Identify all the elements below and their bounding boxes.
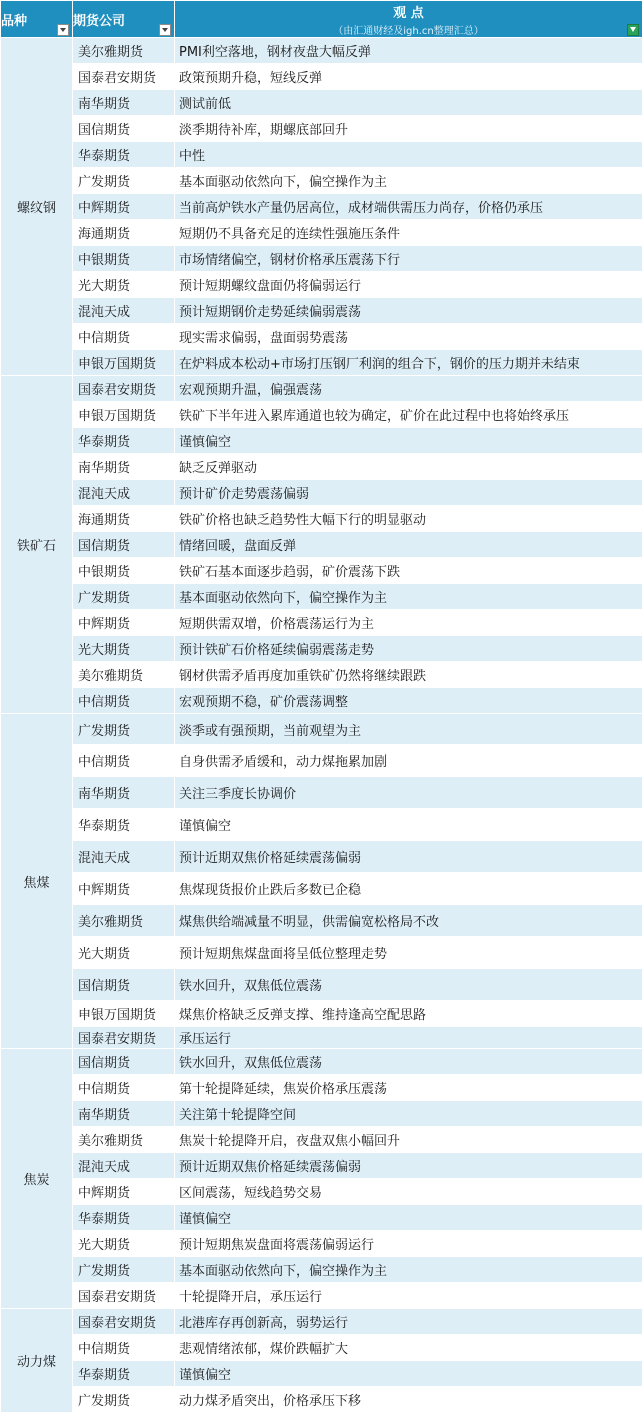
table-row — [1, 1179, 642, 1205]
table-row — [1, 1027, 642, 1049]
table-row — [1, 610, 642, 636]
opinion-cell[interactable]: 焦炭十轮提降开启，夜盘双焦小幅回升 — [175, 1127, 642, 1153]
header-opinion-subtitle: （由汇通财经及igh.cn整理汇总） — [333, 25, 484, 37]
category-cell[interactable]: 焦炭 — [1, 1049, 73, 1309]
opinion-cell[interactable]: 预计短期焦煤盘面将呈低位整理走势 — [175, 937, 642, 969]
company-cell[interactable]: 美尔雅期货 — [73, 905, 175, 937]
company-cell[interactable]: 混沌天成 — [73, 298, 175, 324]
table-row — [1, 90, 642, 116]
company-cell[interactable]: 光大期货 — [73, 1231, 175, 1257]
table-row — [1, 64, 642, 90]
company-cell[interactable]: 广发期货 — [73, 168, 175, 194]
company-cell[interactable]: 广发期货 — [73, 1257, 175, 1283]
opinion-cell[interactable]: 动力煤矛盾突出，价格承压下移 — [175, 1387, 642, 1413]
company-cell[interactable]: 光大期货 — [73, 636, 175, 662]
company-cell[interactable]: 国信期货 — [73, 969, 175, 1001]
opinion-cell[interactable]: 预计近期双焦价格延续震荡偏弱 — [175, 841, 642, 873]
company-cell[interactable]: 国泰君安期货 — [73, 1283, 175, 1309]
company-cell[interactable]: 广发期货 — [73, 584, 175, 610]
company-cell[interactable]: 华泰期货 — [73, 1205, 175, 1231]
opinion-cell[interactable]: 宏观预期升温，偏强震荡 — [175, 376, 642, 402]
company-cell[interactable]: 光大期货 — [73, 937, 175, 969]
table-row — [1, 142, 642, 168]
company-cell[interactable]: 混沌天成 — [73, 841, 175, 873]
dropdown-arrow-icon[interactable] — [159, 24, 171, 36]
table-row — [1, 777, 642, 809]
opinion-cell[interactable]: 谨慎偏空 — [175, 1361, 642, 1387]
table-row — [1, 116, 642, 142]
table-row — [1, 905, 642, 937]
table-row — [1, 272, 642, 298]
company-cell[interactable]: 广发期货 — [73, 714, 175, 745]
opinion-cell[interactable]: 焦煤现货报价止跌后多数已企稳 — [175, 873, 642, 905]
table-row — [1, 1101, 642, 1127]
company-cell[interactable]: 国信期货 — [73, 1049, 175, 1075]
header-row — [1, 1, 642, 38]
dropdown-arrow-icon[interactable] — [57, 24, 69, 36]
category-cell[interactable]: 焦煤 — [1, 714, 73, 1049]
category-cell[interactable]: 螺纹钢 — [1, 38, 73, 376]
table-row — [1, 1309, 642, 1335]
company-cell[interactable]: 国泰君安期货 — [73, 1309, 175, 1335]
table-row — [1, 688, 642, 714]
company-cell[interactable]: 南华期货 — [73, 454, 175, 480]
opinion-cell[interactable]: 十轮提降开启，承压运行 — [175, 1283, 642, 1309]
company-cell[interactable]: 中信期货 — [73, 745, 175, 777]
opinion-cell[interactable]: 现实需求偏弱，盘面弱势震荡 — [175, 324, 642, 350]
opinion-cell[interactable]: 中性 — [175, 142, 642, 168]
table-row — [1, 1075, 642, 1101]
company-cell[interactable]: 美尔雅期货 — [73, 1127, 175, 1153]
company-cell[interactable]: 南华期货 — [73, 1101, 175, 1127]
company-cell[interactable]: 申银万国期货 — [73, 350, 175, 376]
table-row — [1, 1001, 642, 1027]
table-row — [1, 1257, 642, 1283]
category-cell[interactable]: 动力煤 — [1, 1309, 73, 1413]
company-cell[interactable]: 广发期货 — [73, 1387, 175, 1413]
table-row — [1, 454, 642, 480]
company-cell[interactable]: 混沌天成 — [73, 480, 175, 506]
header-category[interactable] — [1, 1, 73, 38]
opinion-cell[interactable]: 铁矿石基本面逐步趋弱，矿价震荡下跌 — [175, 558, 642, 584]
company-cell[interactable]: 申银万国期货 — [73, 402, 175, 428]
table-row — [1, 428, 642, 454]
company-cell[interactable]: 中辉期货 — [73, 194, 175, 220]
opinion-cell[interactable]: 预计铁矿石价格延续偏弱震荡走势 — [175, 636, 642, 662]
company-cell[interactable]: 光大期货 — [73, 272, 175, 298]
company-cell[interactable]: 中信期货 — [73, 1335, 175, 1361]
company-cell[interactable]: 中信期货 — [73, 1075, 175, 1101]
opinion-cell[interactable]: 铁矿下半年进入累库通道也较为确定，矿价在此过程中也将始终承压 — [175, 402, 642, 428]
table-row — [1, 1127, 642, 1153]
filter-icon[interactable] — [627, 24, 639, 36]
company-cell[interactable]: 华泰期货 — [73, 1361, 175, 1387]
company-cell[interactable]: 中信期货 — [73, 688, 175, 714]
company-cell[interactable]: 中银期货 — [73, 246, 175, 272]
table-row — [1, 38, 642, 64]
opinion-cell[interactable]: 预计短期螺纹盘面仍将偏弱运行 — [175, 272, 642, 298]
opinion-cell[interactable]: 缺乏反弹驱动 — [175, 454, 642, 480]
table-row — [1, 809, 642, 841]
table-row — [1, 298, 642, 324]
opinion-cell[interactable]: 在炉料成本松动+市场打压钢厂利润的组合下，钢价的压力期并未结束 — [175, 350, 642, 376]
company-cell[interactable]: 南华期货 — [73, 777, 175, 809]
company-cell[interactable]: 华泰期货 — [73, 142, 175, 168]
table-row — [1, 532, 642, 558]
company-cell[interactable]: 中辉期货 — [73, 610, 175, 636]
opinion-cell[interactable]: 谨慎偏空 — [175, 1205, 642, 1231]
table-row — [1, 714, 642, 745]
table-row — [1, 324, 642, 350]
table-row — [1, 969, 642, 1001]
opinion-cell[interactable]: 预计矿价走势震荡偏弱 — [175, 480, 642, 506]
table-row — [1, 194, 642, 220]
table-row — [1, 558, 642, 584]
opinion-cell[interactable]: 淡季期待补库，期螺底部回升 — [175, 116, 642, 142]
opinion-cell[interactable]: 基本面驱动依然向下，偏空操作为主 — [175, 168, 642, 194]
table-row — [1, 1231, 642, 1257]
table-row — [1, 1335, 642, 1361]
table-body — [1, 38, 642, 1413]
opinion-cell[interactable]: 情绪回暖，盘面反弹 — [175, 532, 642, 558]
table-row — [1, 873, 642, 905]
opinion-cell[interactable]: 淡季或有强预期，当前观望为主 — [175, 714, 642, 745]
company-cell[interactable]: 美尔雅期货 — [73, 662, 175, 688]
opinion-cell[interactable]: 政策预期升稳，短线反弹 — [175, 64, 642, 90]
company-cell[interactable]: 华泰期货 — [73, 809, 175, 841]
opinion-cell[interactable]: 短期仍不具备充足的连续性强施压条件 — [175, 220, 642, 246]
header-category-label: 品种 — [1, 13, 28, 29]
table-row — [1, 841, 642, 873]
table-row — [1, 636, 642, 662]
opinion-cell[interactable]: 第十轮提降延续，焦炭价格承压震荡 — [175, 1075, 642, 1101]
company-cell[interactable]: 美尔雅期货 — [73, 38, 175, 64]
opinion-cell[interactable]: 预计短期焦炭盘面将震荡偏弱运行 — [175, 1231, 642, 1257]
opinion-cell[interactable]: 北港库存再创新高，弱势运行 — [175, 1309, 642, 1335]
opinion-cell[interactable]: 关注第十轮提降空间 — [175, 1101, 642, 1127]
opinion-cell[interactable]: 铁水回升，双焦低位震荡 — [175, 969, 642, 1001]
company-cell[interactable]: 中银期货 — [73, 558, 175, 584]
company-cell[interactable]: 南华期货 — [73, 90, 175, 116]
company-cell[interactable]: 华泰期货 — [73, 428, 175, 454]
opinion-cell[interactable]: 宏观预期不稳，矿价震荡调整 — [175, 688, 642, 714]
opinion-cell[interactable]: 自身供需矛盾缓和，动力煤拖累加剧 — [175, 745, 642, 777]
table-row — [1, 506, 642, 532]
company-cell[interactable]: 混沌天成 — [73, 1153, 175, 1179]
table-row — [1, 480, 642, 506]
company-cell[interactable]: 申银万国期货 — [73, 1001, 175, 1027]
opinion-cell[interactable]: 钢材供需矛盾再度加重铁矿仍然将继续跟跌 — [175, 662, 642, 688]
table-row — [1, 662, 642, 688]
opinion-cell[interactable]: 区间震荡，短线趋势交易 — [175, 1179, 642, 1205]
header-company-label: 期货公司 — [73, 13, 126, 29]
opinion-cell[interactable]: 谨慎偏空 — [175, 809, 642, 841]
opinion-cell[interactable]: PMI利空落地，钢材夜盘大幅反弹 — [175, 38, 642, 64]
table-row — [1, 246, 642, 272]
opinion-cell[interactable]: 悲观情绪浓郁，煤价跌幅扩大 — [175, 1335, 642, 1361]
table-row — [1, 1049, 642, 1075]
opinion-cell[interactable]: 市场情绪偏空，钢材价格承压震荡下行 — [175, 246, 642, 272]
table-row — [1, 1283, 642, 1309]
company-cell[interactable]: 中辉期货 — [73, 873, 175, 905]
table-row — [1, 402, 642, 428]
table-row — [1, 168, 642, 194]
table-row — [1, 584, 642, 610]
company-cell[interactable]: 海通期货 — [73, 220, 175, 246]
table-row — [1, 1387, 642, 1413]
opinion-cell[interactable]: 铁矿价格也缺乏趋势性大幅下行的明显驱动 — [175, 506, 642, 532]
opinion-cell[interactable]: 煤焦供给端减量不明显，供需偏宽松格局不改 — [175, 905, 642, 937]
company-cell[interactable]: 国信期货 — [73, 116, 175, 142]
opinion-cell[interactable]: 关注三季度长协调价 — [175, 777, 642, 809]
table-row — [1, 745, 642, 777]
company-cell[interactable]: 中辉期货 — [73, 1179, 175, 1205]
table-row — [1, 1361, 642, 1387]
company-cell[interactable]: 国泰君安期货 — [73, 64, 175, 90]
company-cell[interactable]: 中信期货 — [73, 324, 175, 350]
company-cell[interactable]: 国泰君安期货 — [73, 1027, 175, 1049]
table-row — [1, 350, 642, 376]
opinion-cell[interactable]: 铁水回升，双焦低位震荡 — [175, 1049, 642, 1075]
opinion-cell[interactable]: 承压运行 — [175, 1027, 642, 1049]
opinion-cell[interactable]: 短期供需双增，价格震荡运行为主 — [175, 610, 642, 636]
company-cell[interactable]: 国信期货 — [73, 532, 175, 558]
table-row — [1, 376, 642, 402]
table-row — [1, 1205, 642, 1231]
opinion-cell[interactable]: 预计近期双焦价格延续震荡偏弱 — [175, 1153, 642, 1179]
company-cell[interactable]: 国泰君安期货 — [73, 376, 175, 402]
opinion-cell[interactable]: 预计短期钢价走势延续偏弱震荡 — [175, 298, 642, 324]
header-opinion-label: 观 点 — [393, 5, 424, 21]
opinion-cell[interactable]: 基本面驱动依然向下，偏空操作为主 — [175, 584, 642, 610]
company-cell[interactable]: 海通期货 — [73, 506, 175, 532]
opinion-cell[interactable]: 基本面驱动依然向下，偏空操作为主 — [175, 1257, 642, 1283]
opinion-cell[interactable]: 当前高炉铁水产量仍居高位，成材端供需压力尚存，价格仍承压 — [175, 194, 642, 220]
opinion-cell[interactable]: 谨慎偏空 — [175, 428, 642, 454]
table-row — [1, 1153, 642, 1179]
table-row — [1, 937, 642, 969]
opinion-cell[interactable]: 煤焦价格缺乏反弹支撑、维持逢高空配思路 — [175, 1001, 642, 1027]
category-cell[interactable]: 铁矿石 — [1, 376, 73, 714]
opinion-cell[interactable]: 测试前低 — [175, 90, 642, 116]
table-row — [1, 220, 642, 246]
header-company[interactable] — [73, 1, 175, 38]
header-opinion[interactable] — [175, 1, 642, 38]
